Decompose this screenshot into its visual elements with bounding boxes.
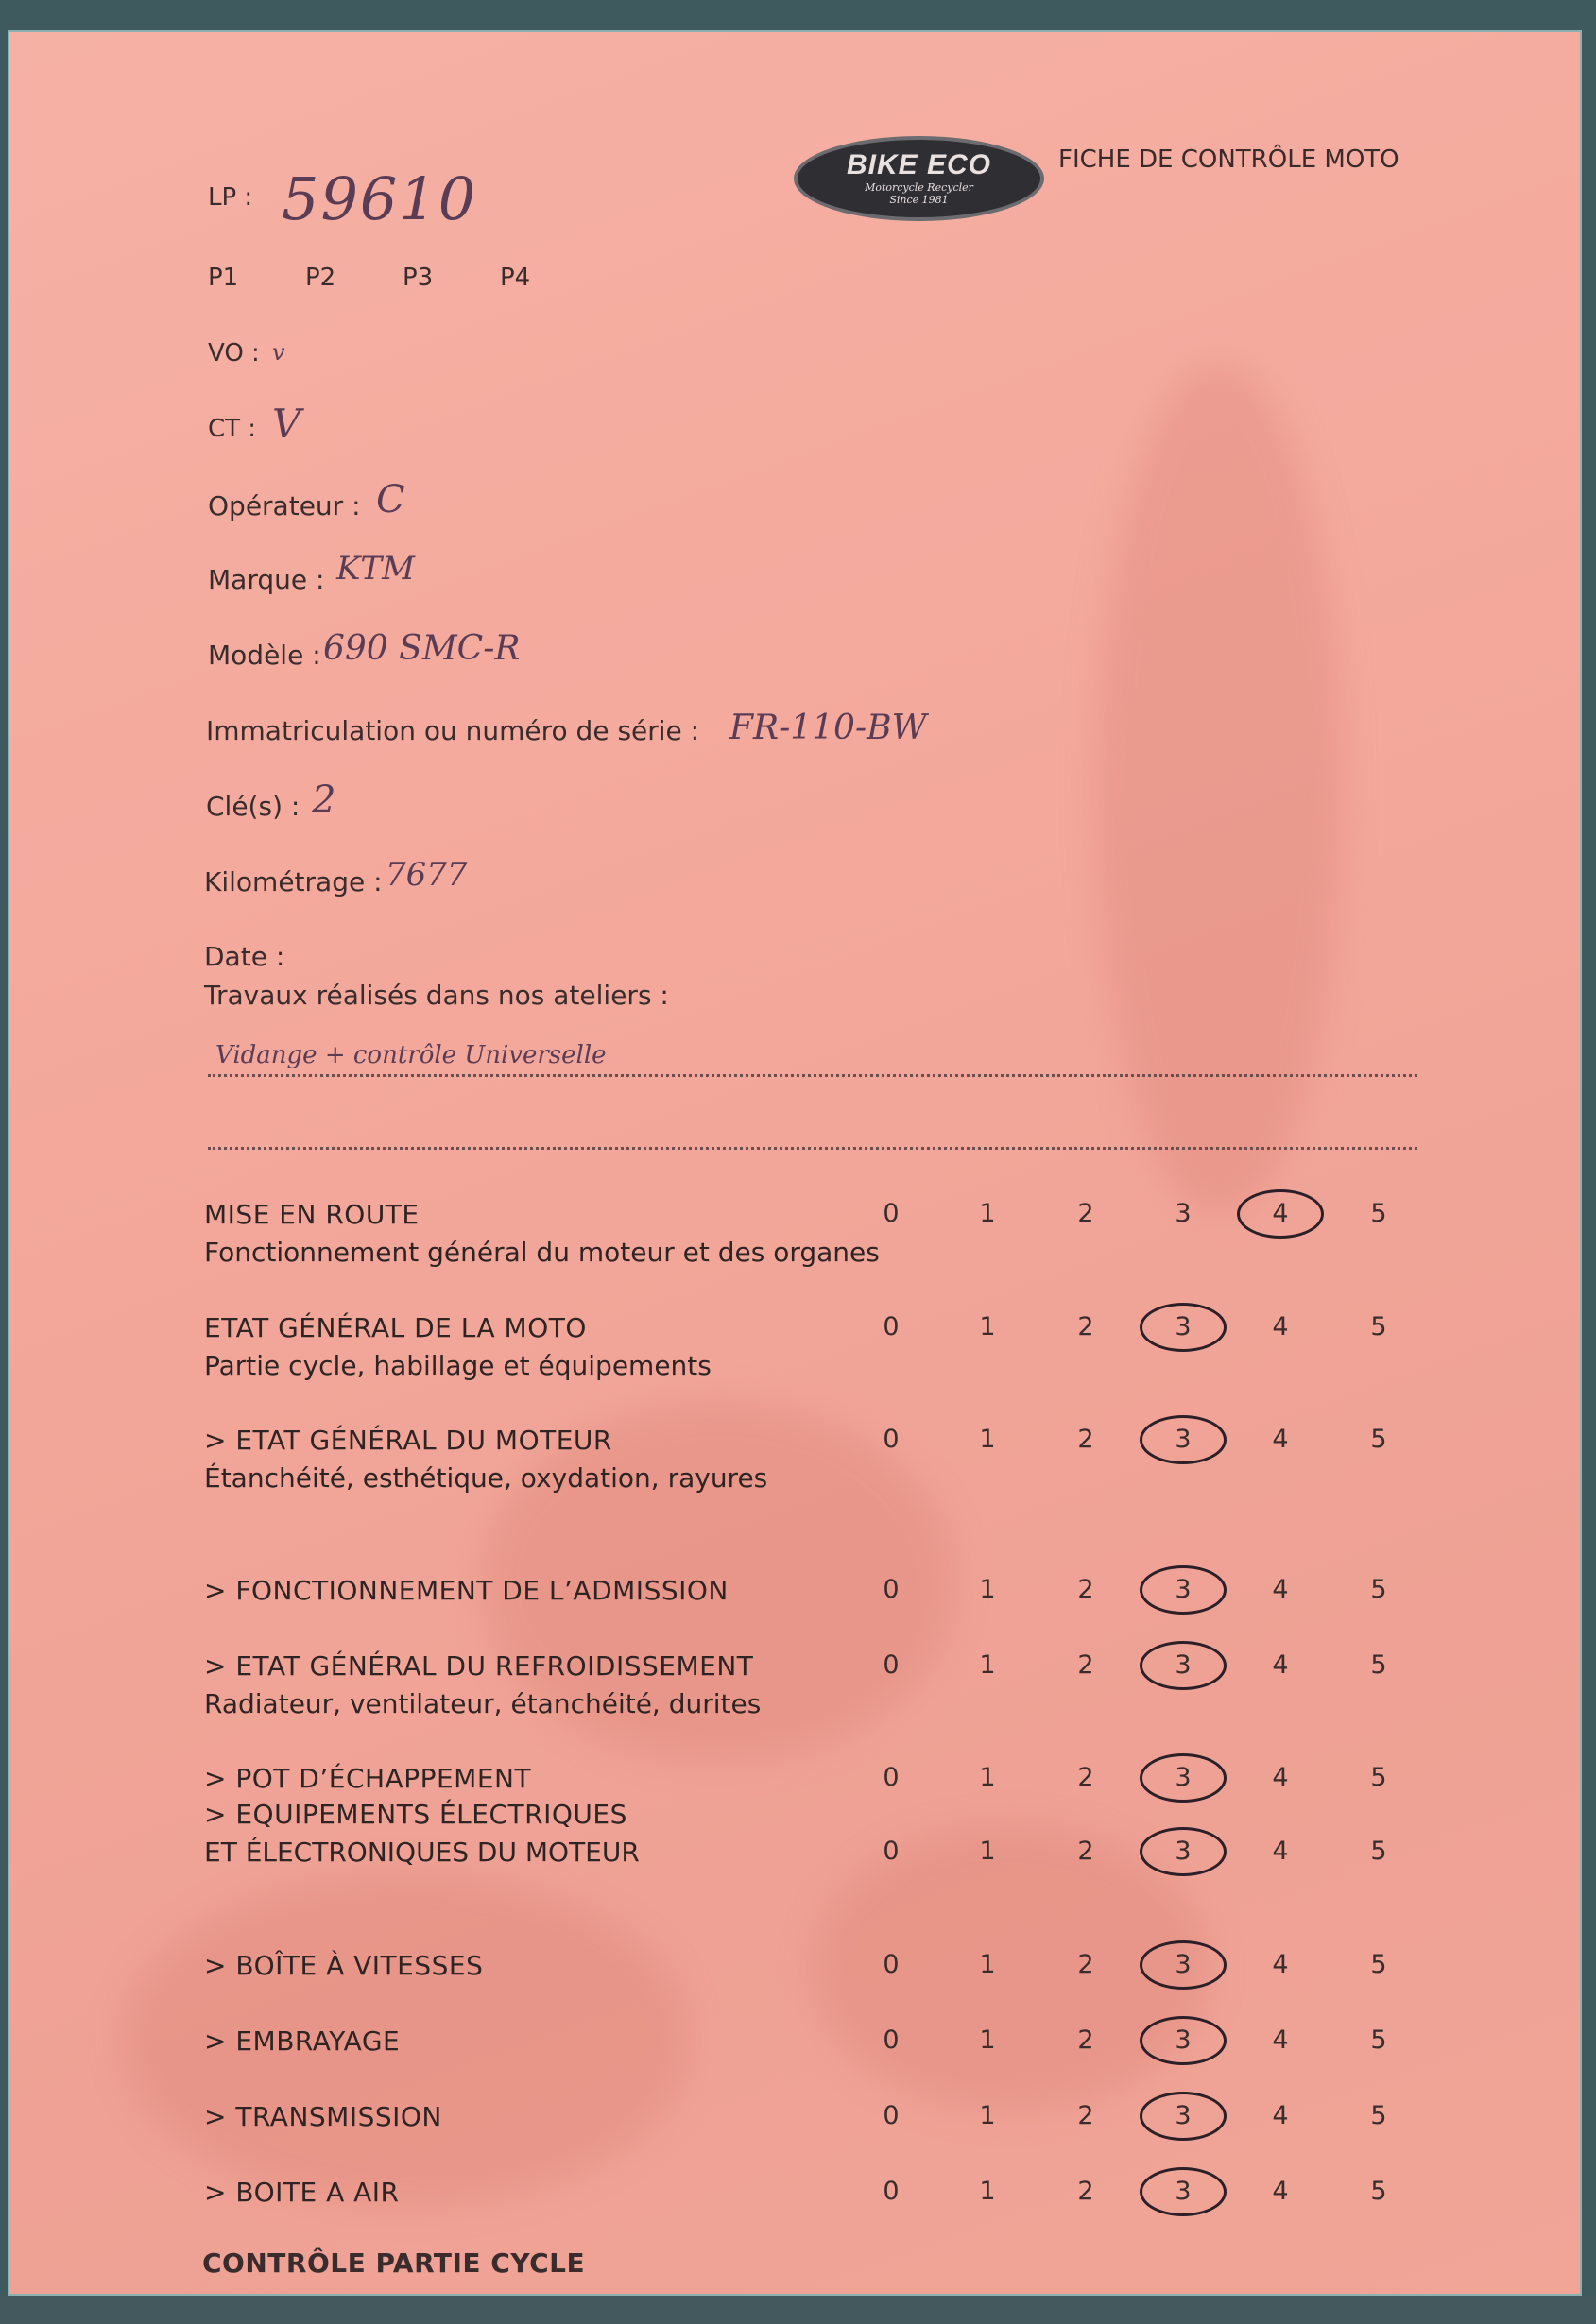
score-option-3[interactable]: 3 (1175, 2101, 1192, 2130)
row-title: MISE EN ROUTE (204, 1199, 420, 1230)
row-title: > FONCTIONNEMENT DE L’ADMISSION (204, 1575, 729, 1606)
p1-option[interactable]: P1 (208, 264, 239, 292)
brand-since: Since 1981 (889, 194, 949, 206)
selected-score-circle (1140, 1565, 1227, 1615)
travaux-line-2 (208, 1147, 1417, 1150)
selected-score-circle (1237, 1189, 1324, 1239)
row-title: ETAT GÉNÉRAL DE LA MOTO (204, 1312, 587, 1343)
immatriculation-value[interactable]: FR-110-BW (729, 709, 927, 747)
score-option-4[interactable]: 4 (1272, 1763, 1289, 1792)
score-option-1[interactable]: 1 (979, 1763, 996, 1792)
score-option-3[interactable]: 3 (1175, 2025, 1192, 2055)
row-title: > TRANSMISSION (204, 2101, 442, 2132)
row-title: > ETAT GÉNÉRAL DU REFROIDISSEMENT (204, 1650, 754, 1682)
selected-score-circle (1140, 1753, 1227, 1803)
selected-score-circle (1140, 2016, 1227, 2065)
score-option-1[interactable]: 1 (979, 1312, 996, 1341)
score-option-0[interactable]: 0 (883, 1575, 900, 1604)
date-label: Date : (204, 941, 285, 972)
cles-label: Clé(s) : (206, 791, 300, 822)
modele-value[interactable]: 690 SMC-R (323, 629, 521, 668)
row-title: > POT D’ÉCHAPPEMENT (204, 1763, 532, 1794)
score-option-5[interactable]: 5 (1370, 1575, 1387, 1604)
score-option-3[interactable]: 3 (1175, 1763, 1192, 1792)
row-title: > BOÎTE À VITESSES (204, 1950, 484, 1981)
score-option-1[interactable]: 1 (979, 1837, 996, 1866)
score-option-0[interactable]: 0 (883, 1425, 900, 1454)
row-subtitle: Étanchéité, esthétique, oxydation, rayures (204, 1462, 768, 1494)
score-option-4[interactable]: 4 (1272, 1837, 1289, 1866)
score-option-1[interactable]: 1 (979, 1199, 996, 1228)
score-option-0[interactable]: 0 (883, 1950, 900, 1979)
row-subtitle: ET ÉLECTRONIQUES DU MOTEUR (204, 1837, 640, 1868)
brand-logo (794, 136, 1044, 221)
lp-value[interactable]: 59610 (282, 164, 478, 233)
selected-score-circle (1140, 1303, 1227, 1352)
score-option-4[interactable]: 4 (1272, 2025, 1289, 2055)
score-option-2[interactable]: 2 (1077, 1950, 1094, 1979)
score-option-3[interactable]: 3 (1175, 1837, 1192, 1866)
score-option-5[interactable]: 5 (1370, 2101, 1387, 2130)
score-option-2[interactable]: 2 (1077, 1837, 1094, 1866)
score-option-3[interactable]: 3 (1175, 1425, 1192, 1454)
section-title-partie-cycle: CONTRÔLE PARTIE CYCLE (202, 2247, 586, 2279)
score-option-5[interactable]: 5 (1370, 1837, 1387, 1866)
score-option-0[interactable]: 0 (883, 2025, 900, 2055)
score-option-0[interactable]: 0 (883, 2101, 900, 2130)
score-option-2[interactable]: 2 (1077, 2177, 1094, 2206)
score-option-3[interactable]: 3 (1175, 1575, 1192, 1604)
brand-name: BIKE ECO (846, 149, 992, 180)
score-option-5[interactable]: 5 (1370, 1763, 1387, 1792)
row-subtitle: Radiateur, ventilateur, étanchéité, durites (204, 1688, 762, 1719)
selected-score-circle (1140, 2167, 1227, 2216)
selected-score-circle (1140, 1641, 1227, 1690)
score-option-3[interactable]: 3 (1175, 1650, 1192, 1680)
kilometrage-label: Kilométrage : (204, 866, 383, 897)
score-option-4[interactable]: 4 (1272, 1950, 1289, 1979)
score-option-1[interactable]: 1 (979, 2101, 996, 2130)
score-option-5[interactable]: 5 (1370, 1950, 1387, 1979)
score-option-1[interactable]: 1 (979, 1950, 996, 1979)
operateur-label: Opérateur : (208, 490, 361, 521)
score-option-4[interactable]: 4 (1272, 1425, 1289, 1454)
p4-option[interactable]: P4 (500, 264, 531, 292)
selected-score-circle (1140, 2092, 1227, 2141)
score-option-5[interactable]: 5 (1370, 1199, 1387, 1228)
cles-value[interactable]: 2 (312, 778, 336, 822)
score-option-0[interactable]: 0 (883, 1763, 900, 1792)
score-option-4[interactable]: 4 (1272, 1199, 1289, 1228)
marque-label: Marque : (208, 564, 325, 595)
score-option-5[interactable]: 5 (1370, 1312, 1387, 1341)
score-option-3[interactable]: 3 (1175, 1950, 1192, 1979)
score-option-2[interactable]: 2 (1077, 1763, 1094, 1792)
p2-option[interactable]: P2 (305, 264, 336, 292)
control-sheet (8, 30, 1582, 2296)
score-option-5[interactable]: 5 (1370, 2177, 1387, 2206)
row-subtitle: Partie cycle, habillage et équipements (204, 1350, 712, 1381)
score-option-0[interactable]: 0 (883, 1312, 900, 1341)
score-option-5[interactable]: 5 (1370, 1425, 1387, 1454)
score-option-4[interactable]: 4 (1272, 2101, 1289, 2130)
travaux-label: Travaux réalisés dans nos ateliers : (204, 980, 669, 1011)
brand-tagline: Motorcycle Recycler (865, 181, 973, 194)
score-option-1[interactable]: 1 (979, 2025, 996, 2055)
travaux-value[interactable]: Vidange + contrôle Universelle (215, 1041, 607, 1069)
row-title: > EQUIPEMENTS ÉLECTRIQUES (204, 1799, 627, 1830)
travaux-line-1 (208, 1074, 1417, 1077)
p3-option[interactable]: P3 (403, 264, 434, 292)
score-option-2[interactable]: 2 (1077, 2101, 1094, 2130)
vo-value[interactable]: v (272, 339, 285, 366)
score-option-1[interactable]: 1 (979, 1650, 996, 1680)
lp-label: LP : (208, 183, 253, 212)
score-option-1[interactable]: 1 (979, 1425, 996, 1454)
score-option-1[interactable]: 1 (979, 2177, 996, 2206)
score-option-4[interactable]: 4 (1272, 1650, 1289, 1680)
score-option-3[interactable]: 3 (1175, 1312, 1192, 1341)
ct-value[interactable]: V (272, 401, 301, 447)
document-title: FICHE DE CONTRÔLE MOTO (1058, 145, 1399, 174)
score-option-4[interactable]: 4 (1272, 2177, 1289, 2206)
score-option-5[interactable]: 5 (1370, 2025, 1387, 2055)
kilometrage-value[interactable]: 7677 (386, 856, 468, 894)
selected-score-circle (1140, 1827, 1227, 1876)
vo-label: VO : (208, 339, 260, 367)
score-option-0[interactable]: 0 (883, 1650, 900, 1680)
row-title: > ETAT GÉNÉRAL DU MOTEUR (204, 1425, 612, 1456)
score-option-2[interactable]: 2 (1077, 1425, 1094, 1454)
ct-label: CT : (208, 415, 257, 443)
score-option-3[interactable]: 3 (1175, 2177, 1192, 2206)
score-option-4[interactable]: 4 (1272, 1575, 1289, 1604)
score-option-4[interactable]: 4 (1272, 1312, 1289, 1341)
immatriculation-label: Immatriculation ou numéro de série : (206, 715, 700, 746)
binder-edge (0, 2296, 1596, 2324)
row-title: > BOITE A AIR (204, 2177, 400, 2208)
score-option-3[interactable]: 3 (1175, 1199, 1192, 1228)
score-option-2[interactable]: 2 (1077, 1575, 1094, 1604)
selected-score-circle (1140, 1415, 1227, 1464)
score-option-0[interactable]: 0 (883, 1837, 900, 1866)
operateur-value[interactable]: C (376, 478, 405, 521)
score-option-2[interactable]: 2 (1077, 1312, 1094, 1341)
score-option-0[interactable]: 0 (883, 1199, 900, 1228)
selected-score-circle (1140, 1940, 1227, 1990)
score-option-2[interactable]: 2 (1077, 1650, 1094, 1680)
modele-label: Modèle : (208, 640, 321, 671)
marque-value[interactable]: KTM (336, 550, 415, 588)
score-option-1[interactable]: 1 (979, 1575, 996, 1604)
row-title: > EMBRAYAGE (204, 2025, 401, 2057)
row-subtitle: Fonctionnement général du moteur et des organes (204, 1237, 880, 1268)
score-option-0[interactable]: 0 (883, 2177, 900, 2206)
score-option-5[interactable]: 5 (1370, 1650, 1387, 1680)
stain (1096, 363, 1342, 1213)
score-option-2[interactable]: 2 (1077, 2025, 1094, 2055)
score-option-2[interactable]: 2 (1077, 1199, 1094, 1228)
